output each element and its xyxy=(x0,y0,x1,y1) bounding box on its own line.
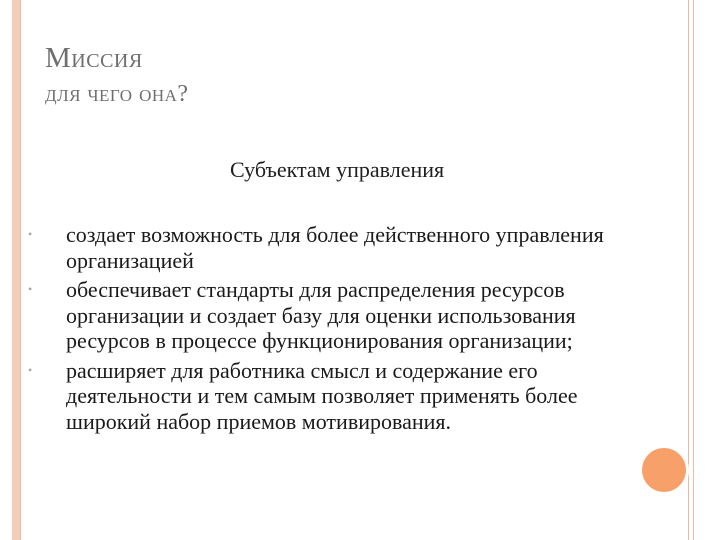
slide-title xyxy=(45,40,645,110)
list-item-text: расширяет для работника смысл и содержание его деятельности и тем самым позволяет применять более широкий набор приемов мотивирования. xyxy=(66,357,578,434)
list-item xyxy=(28,358,658,435)
bullet-icon: • xyxy=(28,227,33,241)
decorative-circle-icon xyxy=(642,448,686,492)
list-item-text: обеспечивает стандарты для распределения ресурсов организации и создает базу для оценки использования ресурсов в процессе функционирования организации; xyxy=(66,277,576,353)
list-item xyxy=(28,277,658,354)
bullet-icon: • xyxy=(28,362,33,377)
bullet-icon: • xyxy=(28,282,33,296)
right-frame-stripe xyxy=(688,0,694,540)
bullet-list xyxy=(28,222,658,438)
list-item xyxy=(28,222,658,273)
left-frame-stripe xyxy=(12,0,21,540)
title-main: Миссия xyxy=(45,42,143,74)
list-item-text: создает возможность для более действенного управления организацией xyxy=(66,222,604,273)
title-subtitle: для чего она? xyxy=(45,81,189,107)
section-heading: Субъектам управления xyxy=(230,157,445,182)
